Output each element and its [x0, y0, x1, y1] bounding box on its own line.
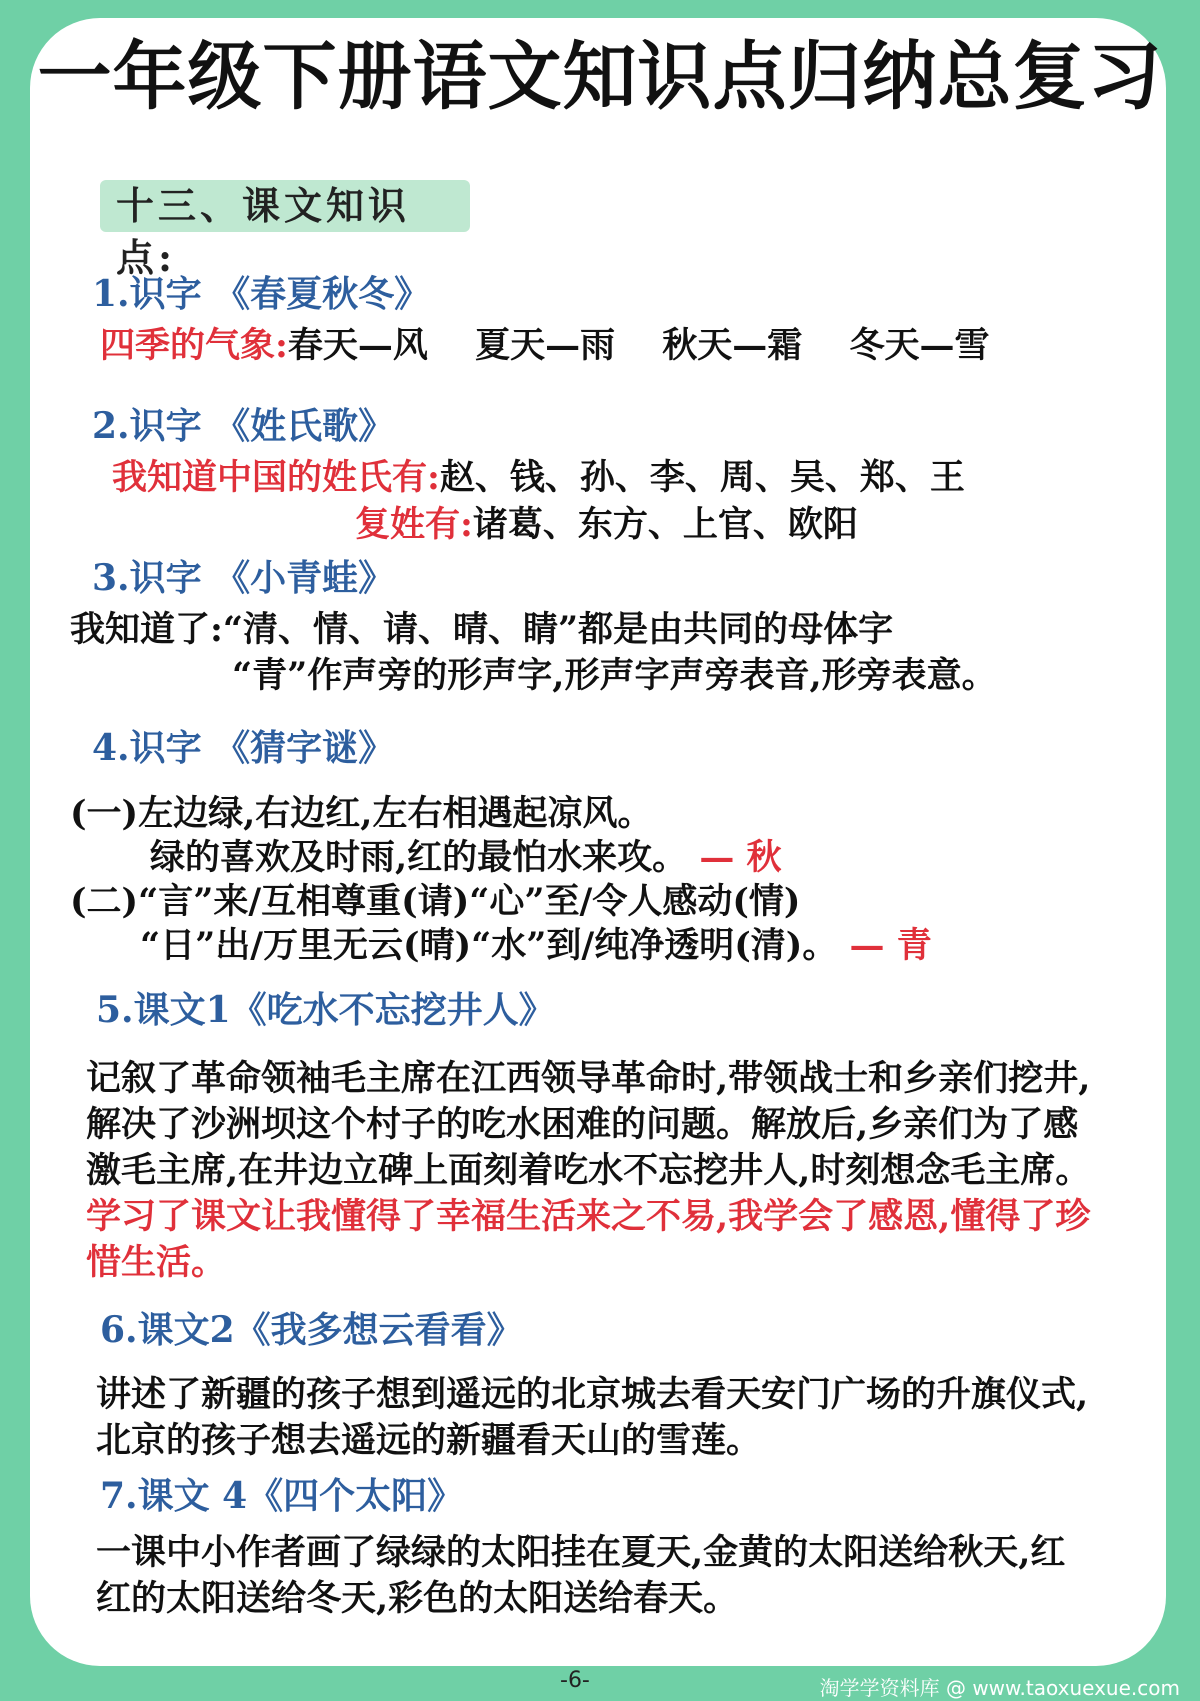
item-5-text: 记叙了革命领袖毛主席在江西领导革命时,带领战士和乡亲们挖井,解决了沙洲坝这个村子的吃水困难的问题。解放后,乡亲们为了感激毛主席,在井边立碑上面刻着吃水不忘挖井人,时刻想念毛主席。: [86, 1058, 1091, 1191]
item-2-text-2: 诸葛、东方、上官、欧阳: [472, 504, 858, 545]
item-2-label-2: 复姓有:: [355, 504, 473, 545]
item-3-line-1: 我知道了:“清、情、请、晴、睛”都是由共同的母体字: [70, 609, 894, 650]
item-5-highlight: 学习了课文让我懂得了幸福生活来之不易,我学会了感恩,懂得了珍惜生活。: [86, 1196, 1091, 1283]
riddle-1-text: 绿的喜欢及时雨,红的最怕水来攻。: [150, 837, 688, 878]
riddle-1-line-2: [150, 837, 782, 878]
item-1-heading: 1.识字 《春夏秋冬》: [92, 273, 431, 315]
item-6-paragraph: 讲述了新疆的孩子想到遥远的北京城去看天安门广场的升旗仪式,北京的孩子想去遥远的新疆看天山的雪莲。: [96, 1374, 1089, 1461]
item-2-label-1: 我知道中国的姓氏有:: [112, 457, 440, 498]
item-7-paragraph: 一课中小作者画了绿绿的太阳挂在夏天,金黄的太阳送给秋天,红红的太阳送给冬天,彩色的太阳送给春天。: [96, 1532, 1066, 1619]
item-3-heading: 3.识字 《小青蛙》: [92, 557, 395, 599]
item-5-heading: 5.课文1《吃水不忘挖井人》: [96, 989, 555, 1031]
item-2-heading: 2.识字 《姓氏歌》: [92, 405, 395, 447]
item-1-text: 春天—风 夏天—雨 秋天—霜 冬天—雪: [287, 325, 990, 366]
page-number: -6-: [560, 1668, 590, 1693]
page-title: 一年级下册语文知识点归纳总复习: [37, 34, 1163, 120]
item-2-text-1: 赵、钱、孙、李、周、吴、郑、王: [439, 457, 965, 498]
watermark: 淘学学资料库 @ www.taoxuexue.com: [819, 1676, 1180, 1700]
riddle-2-text: “日”出/万里无云(晴)“水”到/纯净透明(清)。: [140, 925, 838, 966]
riddle-2-line-2: [140, 925, 932, 966]
item-3-line-2: “青”作声旁的形声字,形声字声旁表音,形旁表意。: [232, 655, 997, 696]
riddle-2-answer: — 青: [849, 925, 932, 966]
item-5-paragraph: [86, 1056, 1096, 1286]
item-2-line-1: [112, 457, 965, 498]
riddle-1-answer: — 秋: [699, 837, 782, 878]
item-4-heading: 4.识字 《猜字谜》: [92, 727, 395, 769]
riddle-2-line-1: (二)“言”来/互相尊重(请)“心”至/令人感动(情): [70, 881, 801, 922]
item-1-label: 四季的气象:: [100, 325, 288, 366]
item-6-heading: 6.课文2《我多想云看看》: [100, 1309, 523, 1351]
item-7-heading: 7.课文 4《四个太阳》: [100, 1475, 464, 1517]
section-heading: 十三、课文知识点:: [100, 180, 470, 232]
item-1-line: [100, 325, 990, 366]
riddle-1-line-1: (一)左边绿,右边红,左右相遇起凉风。: [70, 793, 653, 834]
item-2-line-2: [355, 504, 858, 545]
